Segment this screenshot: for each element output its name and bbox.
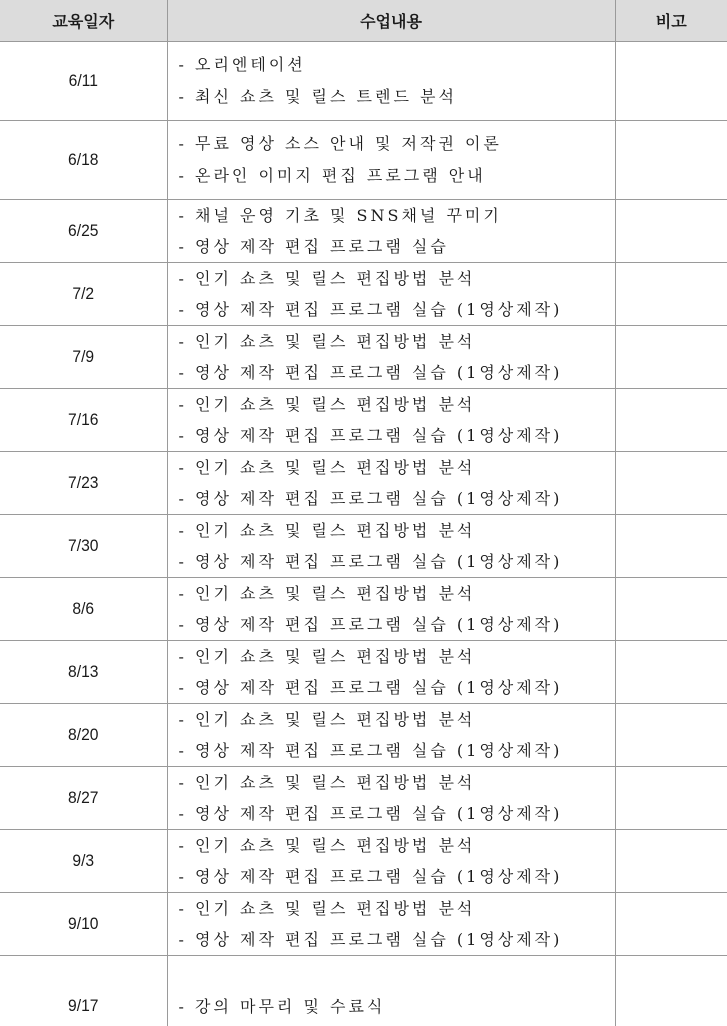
header-content: 수업내용 xyxy=(167,0,615,42)
date-cell: 7/30 xyxy=(7,515,161,578)
content-cell xyxy=(167,578,615,641)
content-line: - 인기 쇼츠 및 릴스 편집방법 분석 xyxy=(179,389,615,420)
content-line: - 무료 영상 소스 안내 및 저작권 이론 xyxy=(179,128,615,160)
content-line: - 채널 운영 기초 및 SNS채널 꾸미기 xyxy=(179,200,615,231)
table-header xyxy=(0,0,727,42)
date-cell: 7/2 xyxy=(7,263,161,326)
table-row xyxy=(0,452,727,515)
content-line: - 인기 쇼츠 및 릴스 편집방법 분석 xyxy=(179,263,615,294)
table-row xyxy=(0,767,727,830)
table-row xyxy=(0,515,727,578)
table-row xyxy=(0,704,727,767)
content-line: - 영상 제작 편집 프로그램 실습 (1영상제작) xyxy=(179,735,615,766)
content-line: - 영상 제작 편집 프로그램 실습 (1영상제작) xyxy=(179,357,615,388)
content-line: - 오리엔테이션 xyxy=(179,49,615,81)
date-cell: 6/11 xyxy=(7,42,161,121)
content-cell xyxy=(167,830,615,893)
date-cell: 7/9 xyxy=(7,326,161,389)
date-cell: 8/6 xyxy=(7,578,161,641)
date-cell: 7/16 xyxy=(7,389,161,452)
content-cell xyxy=(167,200,615,263)
table-row xyxy=(0,263,727,326)
note-cell xyxy=(615,704,727,767)
note-cell xyxy=(615,42,727,121)
note-cell xyxy=(615,200,727,263)
content-line: - 영상 제작 편집 프로그램 실습 (1영상제작) xyxy=(179,672,615,703)
table-row xyxy=(0,42,727,121)
table-row xyxy=(0,326,727,389)
note-cell xyxy=(615,893,727,956)
content-line: - 영상 제작 편집 프로그램 실습 (1영상제작) xyxy=(179,546,615,577)
content-cell xyxy=(167,956,615,1026)
date-cell: 9/17 xyxy=(7,956,161,1026)
content-line: - 인기 쇼츠 및 릴스 편집방법 분석 xyxy=(179,641,615,672)
content-line: - 영상 제작 편집 프로그램 실습 (1영상제작) xyxy=(179,798,615,829)
table-row xyxy=(0,641,727,704)
content-line: - 인기 쇼츠 및 릴스 편집방법 분석 xyxy=(179,452,615,483)
table-row xyxy=(0,389,727,452)
note-cell xyxy=(615,956,727,1026)
content-cell xyxy=(167,42,615,121)
date-cell: 9/10 xyxy=(7,893,161,956)
table-row xyxy=(0,121,727,200)
date-cell: 6/18 xyxy=(7,121,161,200)
content-line: - 영상 제작 편집 프로그램 실습 (1영상제작) xyxy=(179,924,615,955)
note-cell xyxy=(615,326,727,389)
date-cell: 8/13 xyxy=(7,641,161,704)
date-cell: 8/20 xyxy=(7,704,161,767)
content-line: - 최신 쇼츠 및 릴스 트렌드 분석 xyxy=(179,81,615,113)
content-line: - 인기 쇼츠 및 릴스 편집방법 분석 xyxy=(179,326,615,357)
note-cell xyxy=(615,515,727,578)
content-cell xyxy=(167,263,615,326)
content-line: - 인기 쇼츠 및 릴스 편집방법 분석 xyxy=(179,830,615,861)
header-row xyxy=(0,0,727,42)
date-cell: 6/25 xyxy=(7,200,161,263)
content-line: - 인기 쇼츠 및 릴스 편집방법 분석 xyxy=(179,704,615,735)
header-note: 비고 xyxy=(615,0,727,42)
note-cell xyxy=(615,452,727,515)
note-cell xyxy=(615,578,727,641)
date-cell: 8/27 xyxy=(7,767,161,830)
table-row xyxy=(0,830,727,893)
content-cell xyxy=(167,389,615,452)
content-line: - 인기 쇼츠 및 릴스 편집방법 분석 xyxy=(179,515,615,546)
note-cell xyxy=(615,389,727,452)
table-row xyxy=(0,893,727,956)
note-cell xyxy=(615,830,727,893)
table-row xyxy=(0,578,727,641)
content-cell xyxy=(167,452,615,515)
content-line: - 인기 쇼츠 및 릴스 편집방법 분석 xyxy=(179,578,615,609)
content-cell xyxy=(167,515,615,578)
content-line: - 영상 제작 편집 프로그램 실습 (1영상제작) xyxy=(179,294,615,325)
table-row xyxy=(0,200,727,263)
content-line: - 영상 제작 편집 프로그램 실습 (1영상제작) xyxy=(179,609,615,640)
table-body xyxy=(0,42,727,1026)
note-cell xyxy=(615,121,727,200)
table-row xyxy=(0,956,727,1026)
content-cell xyxy=(167,121,615,200)
content-line: - 강의 마무리 및 수료식 xyxy=(179,991,615,1022)
content-line: - 영상 제작 편집 프로그램 실습 (1영상제작) xyxy=(179,861,615,892)
note-cell xyxy=(615,641,727,704)
content-cell xyxy=(167,893,615,956)
note-cell xyxy=(615,263,727,326)
content-cell xyxy=(167,641,615,704)
note-cell xyxy=(615,767,727,830)
content-cell xyxy=(167,704,615,767)
date-cell: 7/23 xyxy=(7,452,161,515)
content-line: - 영상 제작 편집 프로그램 실습 (1영상제작) xyxy=(179,420,615,451)
content-line: - 영상 제작 편집 프로그램 실습 xyxy=(179,231,615,262)
date-cell: 9/3 xyxy=(7,830,161,893)
content-line: - 온라인 이미지 편집 프로그램 안내 xyxy=(179,160,615,192)
content-line: - 인기 쇼츠 및 릴스 편집방법 분석 xyxy=(179,767,615,798)
content-cell xyxy=(167,767,615,830)
content-cell xyxy=(167,326,615,389)
content-line: - 영상 제작 편집 프로그램 실습 (1영상제작) xyxy=(179,483,615,514)
header-date: 교육일자 xyxy=(0,0,167,42)
content-line: - 인기 쇼츠 및 릴스 편집방법 분석 xyxy=(179,893,615,924)
